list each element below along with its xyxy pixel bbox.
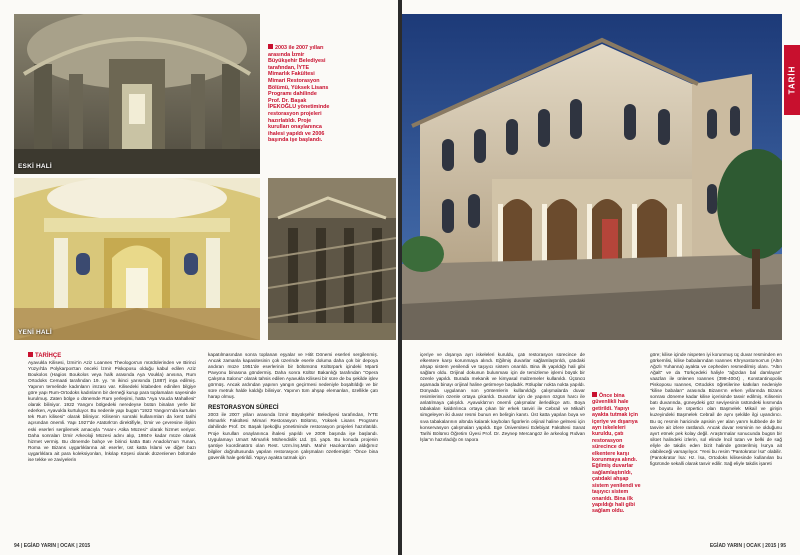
detail-photo — [268, 178, 396, 340]
text-column-3 — [420, 352, 585, 540]
new-interior-image — [14, 178, 260, 340]
old-photo-label: ESKİ HALİ — [18, 163, 52, 170]
paragraph-restoration: 2003 ile 2007 yılları arasında İzmir Büyükşehir Belediyesi tarafından, İYTE Mimarlık Fakültesi Mimari Restorasyon Bölümü, Yüksek Lisans Programı dahilinde Prof. Dr. Başak İpekoğlu yönetiminde restorasyon projeleri hazırlatıldı. Proje kurulları onaylanınca ihalesi yapıldı ve 2009 başında işe başlandı. Uygulamayı Umart Mimarlık Mühendislik Ltd. Şti. yaptı. Bu konuda projenin şantiye koordinatörü olan Rest. Uzm.İnş.Müh. Mahir Hacıkan'dan aldığımız bilgiler doğrultusunda yapılan restorasyon çalışmaları özetlemiştir: "Önce bina güvenlik hale getirildi. Yapıyı ayakta tutmak için — [208, 412, 378, 460]
paragraph-restoration-cont: içeriye ve dışarıya ayrı iskeleleri kuruldu, çatı restorasyon sürecince de elkentere karşı korunmaya alındı. Eğilmiş duvarlar sağlamlaştırıldı, çatıdaki ahşap sistem yenilendi ve taşıyıcı sistem onarıldı. Bina ilk yapıldığı hali gibi sağlam oldu. Orijinal dokunun bulunması için de temizleme işlemi büyük bir özenle yapıldı. Burada mekanik ve kimyasal malzemeler kullanıldı. Üçüncü aşamada binayı orijinal haline getirmeye başladık. Röluplar nokta nokta yapıldı. Dünyada uygulanan son yöntemlerin kullanıldığı çalışmalarda duvar resimlerinin özenle ortaya çıkarıldı. Duvarlar için de yapının özgün harcı ile anlatılmaya çalışıldı. Ayavukla'nın önemli çalışmalar ilerledikçe artı. Boya tabakaları kaldırılınca ortaya çıkan bir erkek tasviri ile Cebrail ve Mikail'i simgeleyen iki duvar resmi bunun en belirgin kanıtı. Üst katta yapılan boya ve sıva tabakalarının altında kalarak kaybolan figürlerin orijinal haline gelmesi için konservasyon çalışmaları yapıldı. Ege Üniversitesi Edebiyat Fakültesi Sanat Tarihi Bölümü Öğretim Üyesi Prof. Dr. Zeynep Mercangöz ile arkeolog Rıdvan İşlar'ın hazırladığı ön rapora — [420, 352, 585, 442]
section-tab-label: TARİH — [787, 65, 797, 95]
caption-restoration — [268, 44, 330, 144]
text-column-1 — [28, 352, 196, 540]
caption-text: 2003 ile 2007 yılları arasında İzmir Büyükşehir Belediyesi tarafından, İYTE Mimarlık Fakültesi Mimari Restorasyon Bölümü, Yüksek Lisans Programı dahilinde Prof. Dr. Başak İPEKOĞLU yönetiminde restorasyon projeleri hazırlatıldı. Proje kurulları onaylanınca ihalesi yapıldı ve 2006 başında işe başlandı. — [268, 45, 330, 144]
text-column-2 — [208, 352, 378, 540]
paragraph-history: Ayavukla Kilisesi, İzmir'in Aziz Loannes Theologos'un mürdülerinden ve Birinci Yüzyıl'da Polykarpos'tan önceki İzmir Piskoposu olduğu kabul edilen Aziz Boukolos (Hagios Boukolos veya halk arasında Aya Voukla) anısına, Rum Ortodoks Cemaati tarafından 19. yy. 'ın ikinci yarısında (1887) inşa edilmiş. Yapının temelinde kadınların imzası var. Kilisedeki kitabeden edinilen bilgiye göre yapı Rum-Ortodoks kadınların bir derneği kurup para toplamaları sayesinde kurulmuş. Zaten bölge o dönemde Rum yerleşimi, hatta "Aya Voucla Mahallesi" olarak biliniyor. 1922 Yangını bölgedeki neredeyse bütün binaları yerle bir ederken, Ayavukla kurtuluyor. Bu nedenle yapı bugün "1922 Yangını'nda kurtulan tek Rum kilisesi" olarak biliniyor. Kilisenin sonraki kullanımları da kent tarihi açısından önemli. Yapı 1927'de Atatürk'ün direktifiyle, İzmir ve çevresine ilişkin eski eserleri sergilemek amacıyla "Asar-ı Atika Müzesi" olarak hizmet veriyor. Daha sonraları İzmir Arkeoloji Müzesi adını alıp, 1984'e kadar müze olarak hizmet vermiş. Bu dönemde bahçe ve birinci katta Batı Anadolu'nun Yunan, Roma ve Bizans uygarlıklarına ait eserler, üst katta İslami ve diğer bazı uygarlıklara ait para koleksiyonları, İnkılap Köşesi olarak düzenlenen bölümde ise tekke ve zaviyelerin — [28, 360, 196, 462]
new-photo-label: YENİ HALİ — [18, 329, 52, 336]
left-footer: 94 | EGİAD YARIN | OCAK | 2015 — [14, 543, 91, 549]
right-footer: EGİAD YARIN | OCAK | 2015 | 95 — [709, 543, 786, 549]
pull-quote-text: Önce bina güvenlikli hale getirildi. Yapıyı ayakta tutmak için içeriye ve dışarıya ayrı iskeleleri kuruldu, çatı restorasyon sürecince de elkentere karşı korunmaya alındı. Eğilmiş duvarlar sağlamlaştırıldı, çatıdaki ahşap sistem yenilendi ve taşıyıcı sistem onarıldı. Bina ilk yapıldığı hali gibi sağlam oldu. — [592, 393, 641, 515]
caption-marker-icon — [268, 44, 273, 49]
pull-quote-marker-icon — [592, 392, 597, 397]
pull-quote — [592, 392, 644, 515]
section-title-history-text: TARİHÇE — [35, 353, 62, 359]
paragraph-history-cont: kapatılmasından sonra toplanan eşyalar ve Hitit Dönemi eserleri sergilenmiş. Ancak zamanla kapasitesinin çok üzerinde eserle doluma daha çok bir depoya andıran müze 1951'de eserlerinin bir bölümünü Kültürpark içindeki Mparti Pavyonu binasına göndermiş. Daha sonra Kültür Bakanlığı tarafından "Opera Çalışma Salonu" olarak tahsis edilen Ayavukla Kilisesi bir süre de bu şekilde işlev görmüş. Ancak ardından yapının yangın geçirmesi nedeniyle boşaltıldığı ve bir süre metruk halde kaldığı biliniyor. Yapının tüm ahşap elemanları, özellikle çatı harap olmuş. — [208, 352, 378, 400]
old-interior-photo — [14, 14, 260, 174]
section-title-history — [28, 352, 196, 360]
section-marker-icon — [28, 352, 33, 357]
paragraph-frescoes: göre; kilise içinde nispeten iyi korunmuş üç duvar resminden en görkemlisi, kilise babalarından Ioannes Khrysostomos'un (Altın Ağızlı Yuhanna) ayakta ve cepheden resmedilmiş olanı. "Altın Ağalt" ve da Türkçedeki haliyle "ağızdan bal damlayan" vaazları ile ünlenen Ioannes (398-4004) , Konstantinopolis Piskoposu Ioannes, Ortodoks öğretilerine katkıları nedeniyle "kilise babaları" arasında Bizans'ın erken yıllarında Bizans sonrası döneme kadar kilise içerisinde tasvir edilmiş. Kilisenin batı duvarında, güneydeki göz seviyesinin üstündeki kısmında ve boyutu ile ürperticı olan Başmelek Mikail ve girişin kuzeyindeki Başmelek Cebrail de aynı şekilde ilgi uyandırıcı. Bu üç resmin haricinde apsisin yer alan yarım kubbede de bir tasvire ait izlere rastlandı. Ancak duvar resminin ne olduğunu ayırt etmek pek kolay değil. Araştırmalar sonucunda bugün bir silüet halindeki izlerin, sol elinde İncil tutan ve belki de sağ eliyle de takdis eden bizit halinde gösterilmiş İsa'ya ait olabileceği varsayılıyor. "Yeni bu resim "Pantokrator İsa" olabilir. (Pantokrator İsa: Hz. İsa, Ortodoks kilisesinde kullanılan bu figüründe sekalli olarak tasvir edilir. Sağ eliyle takdis işareti — [650, 352, 782, 466]
text-column-4 — [650, 352, 782, 540]
new-interior-photo — [14, 178, 260, 340]
section-title-restoration: RESTORASYON SÜRECİ — [208, 405, 279, 412]
right-page — [402, 0, 800, 555]
section-tab-history — [784, 45, 800, 115]
old-interior-image — [14, 14, 260, 174]
exterior-photo — [402, 14, 782, 340]
detail-image — [268, 178, 396, 340]
exterior-image — [402, 14, 782, 340]
left-page — [0, 0, 398, 555]
